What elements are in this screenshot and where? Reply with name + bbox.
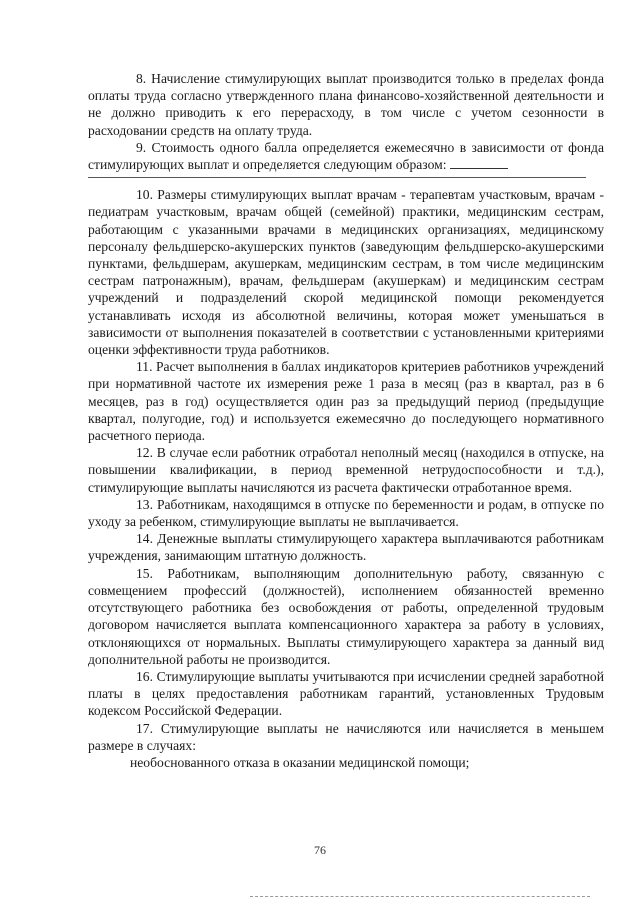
paragraph-14: 14. Денежные выплаты стимулирующего характера выплачиваются работникам учреждения, занимающим штатную должность.	[88, 531, 604, 564]
paragraph-9	[88, 139, 604, 173]
page-number: 76	[314, 843, 326, 857]
paragraph-16: 16. Стимулирующие выплаты учитываются при исчислении средней заработной платы в целях предоставления работникам гарантий, установленных Трудовым кодексом Российской Федерации.	[88, 668, 604, 719]
paragraph-10: 10. Размеры стимулирующих выплат врачам - терапевтам участковым, врачам - педиатрам участковым, врачам общей (семейной) практики, медицинским сестрам, работающим с указанными врачами в медицинских организациях, медицинскому персоналу фельдшерско-акушерских пунктов (заведующим фельдшерско-акушерскими пунктами, фельдшерам, акушеркам, медицинским сестрам, в том числе медицинским сестрам патронажным), врачам, фельдшерам (акушеркам) и медицинским сестрам учреждений и подразделений скорой медицинской помощи рекомендуется устанавливать исходя из абсолютной величины, которая может уменьшаться в зависимости от выполнения показателей в соответствии с установленными критериями оценки эффективности труда работников.	[88, 187, 604, 358]
document-body	[88, 70, 604, 771]
paragraph-15: 15. Работникам, выполняющим дополнительную работу, связанную с совмещением профессий (должностей), исполнением обязанностей временно отсутствующего работника без освобождения от работы, определенной трудовым договором начисляется выплата компенсационного характера за работу в условиях, отклоняющихся от нормальных. Выплаты стимулирующего характера за данный вид дополнительной работы не производится.	[88, 565, 604, 667]
paragraph-17-item: необоснованного отказа в оказании медицинской помощи;	[130, 754, 470, 770]
paragraph-13: 13. Работникам, находящимся в отпуске по беременности и родам, в отпуске по уходу за ребенком, стимулирующие выплаты не выплачивается.	[88, 496, 604, 530]
scan-edge-line	[250, 896, 590, 897]
paragraph-12: 12. В случае если работник отработал неполный месяц (находился в отпуске, на повышении квалификации, в период временной нетрудоспособности и т.д.), стимулирующие выплаты начисляются из расчета фактически отработанное время.	[88, 445, 604, 495]
fill-in-line	[88, 173, 586, 178]
fill-in-blank	[450, 156, 508, 169]
paragraph-17: 17. Стимулирующие выплаты не начисляются или начисляется в меньшем размере в случаях:	[88, 720, 604, 753]
paragraph-9-text: 9. Стоимость одного балла определяется ежемесячно в зависимости от фонда стимулирующих выплат и определяется следующим образом:	[88, 139, 604, 173]
paragraph-8: 8. Начисление стимулирующих выплат производится только в пределах фонда оплаты труда согласно утвержденного плана финансово-хозяйственной деятельности и не должно приводить к его перерасходу, в том числе с учетом сезонности в расходовании средств на оплату труда.	[88, 71, 604, 138]
paragraph-11: 11. Расчет выполнения в баллах индикаторов критериев работников учреждений при нормативной частоте их измерения реже 1 раза в месяц (раз в квартал, раз в 6 месяцев, раз в год) осуществляется один раз за предыдущий период (предыдущие квартал, полугодие, год) и используется ежемесячно до последующего нормативного расчетного периода.	[88, 359, 604, 444]
